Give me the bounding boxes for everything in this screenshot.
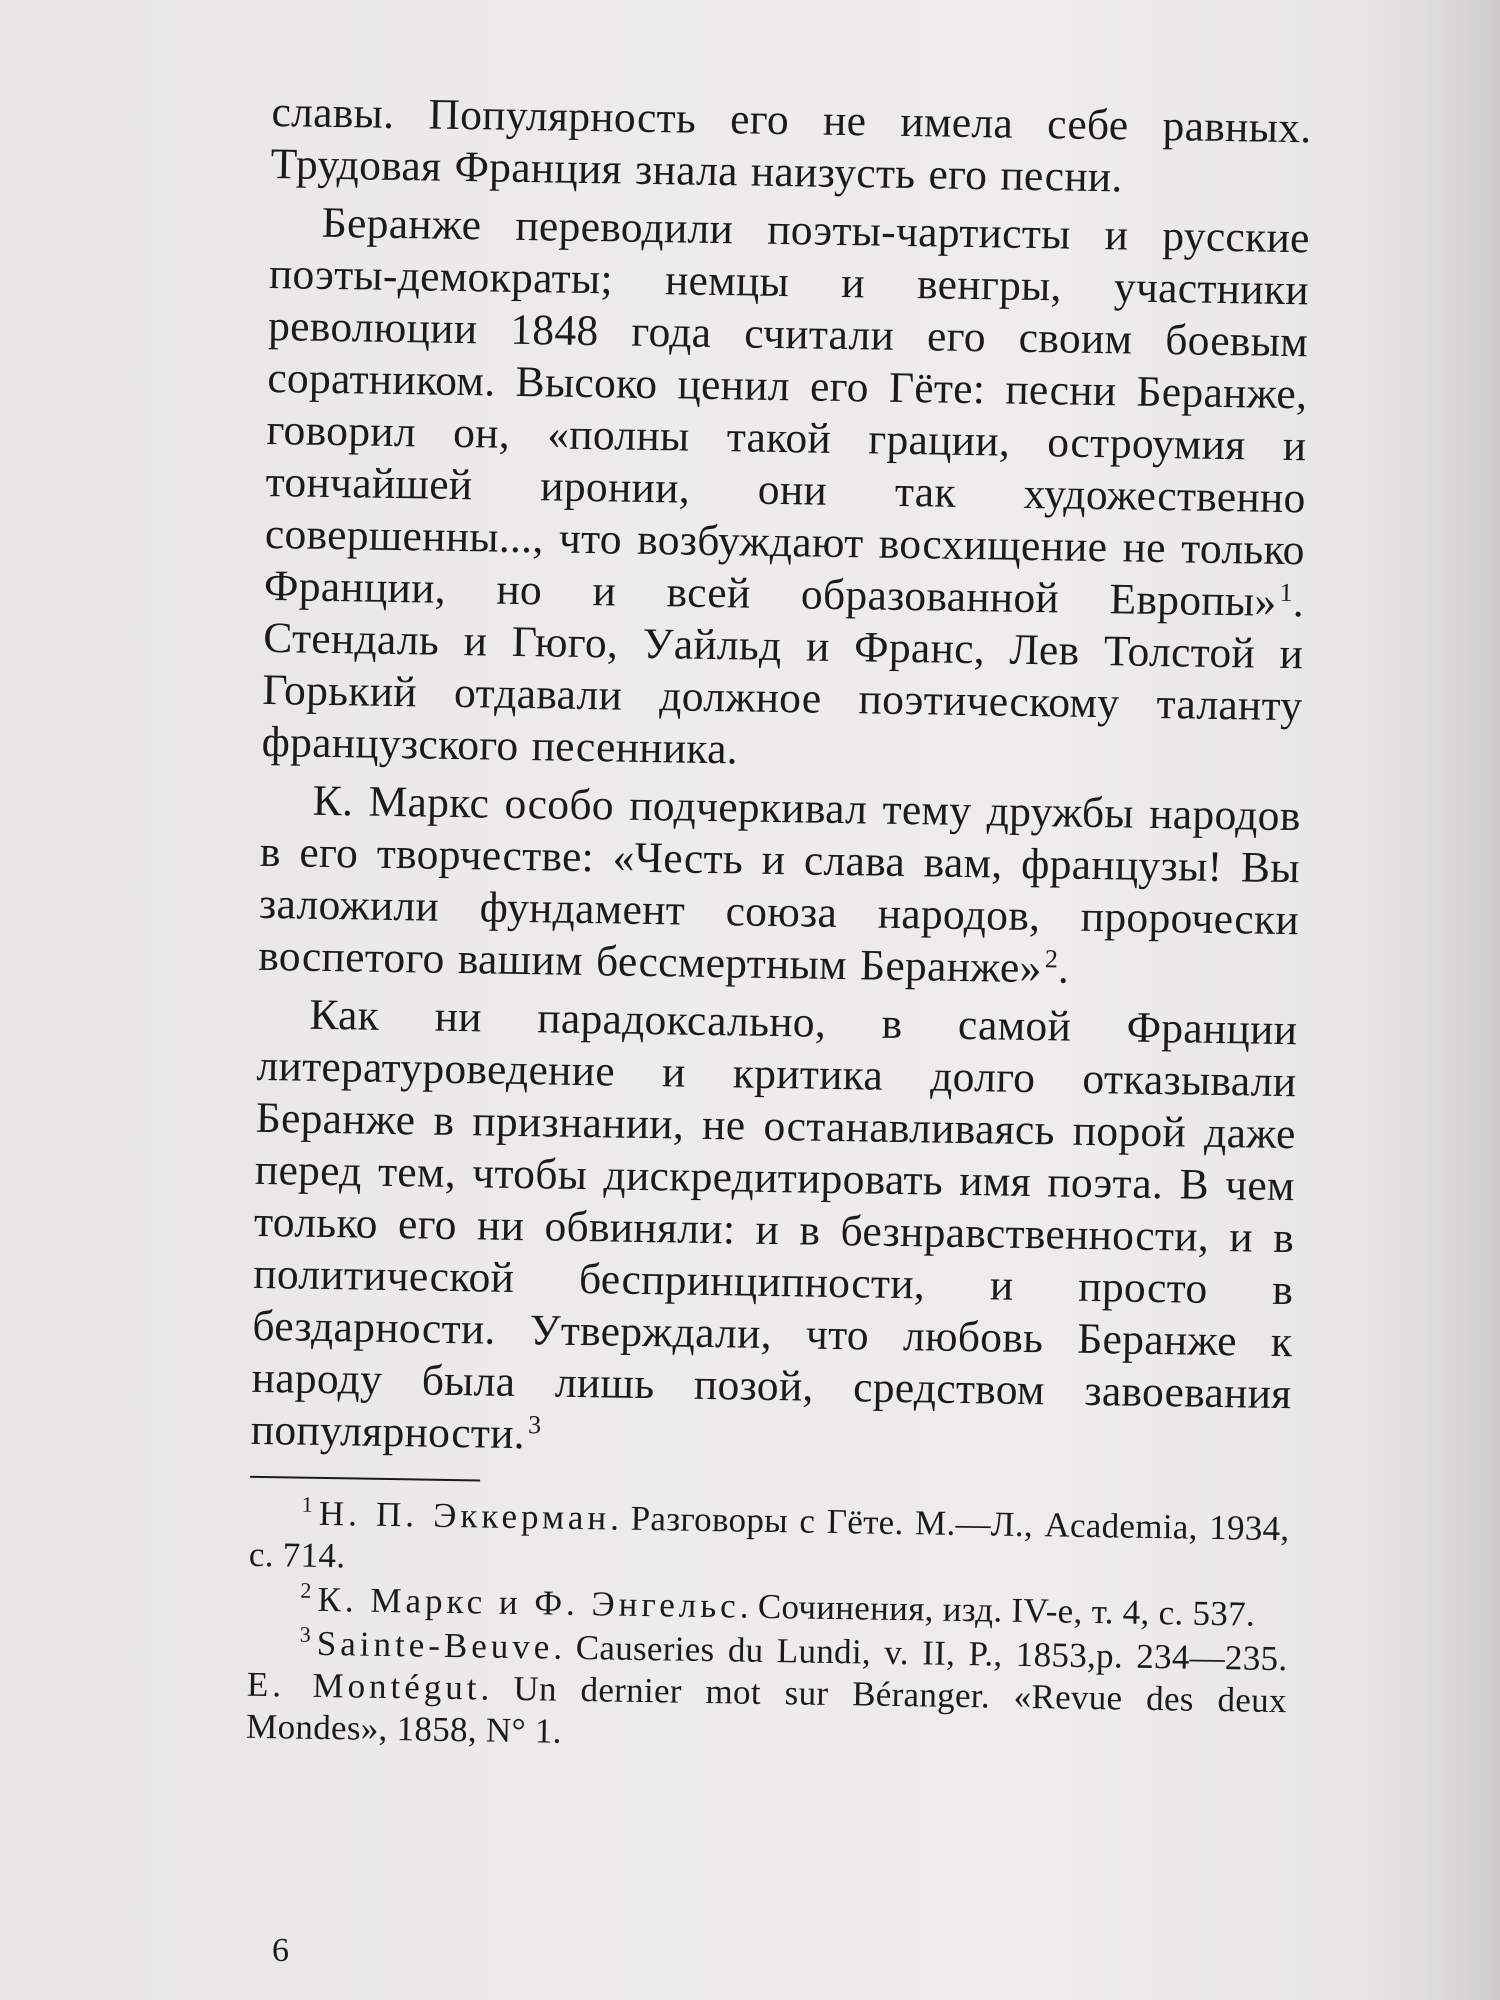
footnote-3-text: . Causeries du Lundi, v. II, P., 1853,p. 234—235. — [553, 1627, 1288, 1679]
footnote-1-author: Н. П. Эккерман — [318, 1493, 611, 1538]
footnotes — [246, 1492, 1290, 1764]
footnote-ref-1: 1 — [1279, 577, 1294, 607]
main-text-block — [246, 86, 1312, 1764]
paragraph-3-text: К. Маркс особо подчеркивал тему дружбы народов в его творчестве: «Честь и слава вам, французы! Вы заложили фундамент союза народов, пророчески воспетого вашим бессмертным Беранже» — [257, 776, 1302, 993]
footnote-ref-2: 2 — [1044, 943, 1059, 973]
footnote-1-text: . Разговоры с Гёте. М.—Л., Academia, 1934, с. 714. — [248, 1498, 1290, 1576]
paragraph-3 — [258, 774, 1301, 998]
footnote-3-author-2: E. Montégut — [246, 1664, 481, 1708]
paragraph-2 — [261, 196, 1310, 784]
paragraph-4-text: Как ни парадоксально, в самой Франции литературоведение и критика долго отказывали Беранже в признании, не останавливаясь порой даже перед тем, чтобы дискредитировать имя поэта. В чем только его ни обвиняли: и в безнравственности, и в политической беспринципности, и просто в бездарности. Утверждали, что любовь Беранже к народу была лишь позой, средством завоевания популярности. — [250, 990, 1298, 1459]
footnote-2-author: К. Маркс и Ф. Энгельс — [317, 1579, 741, 1626]
footnote-2-text: . Сочинения, изд. IV-е, т. 4, с. 537. — [739, 1586, 1256, 1634]
paragraph-2-text-end: . Стендаль и Гюго, Уайльд и Франс, Лев Толстой и Горький отдавали должное поэтическому таланту французского песенника. — [261, 578, 1305, 774]
page-number: 6 — [272, 1932, 289, 1969]
paragraph-1-text: славы. Популярность его не имела себе равных. Трудовая Франция знала наизусть его песни. — [270, 87, 1312, 202]
paragraph-2-text: Беранже переводили поэты-чартисты и русские поэты-демократы; немцы и венгры, участники революции 1848 года считали его своим боевым соратником. Высоко ценил его Гёте: песни Беранже, говорил он, «полны такой грации, остроумия и тончайшей иронии, они так художественно совершенны..., что возбуждают восхищение не только Франции, но и всей образованной Европы» — [263, 198, 1311, 626]
paragraph-4 — [250, 988, 1297, 1472]
paragraph-3-text-end: . — [1057, 944, 1070, 993]
footnote-3-number: 3 — [299, 1621, 312, 1648]
footnote-1-number: 1 — [301, 1491, 314, 1518]
footnote-3 — [246, 1622, 1288, 1764]
footnote-3-author: Sainte-Beuve — [316, 1623, 554, 1667]
footnote-1 — [249, 1492, 1290, 1592]
footnote-2-number: 2 — [300, 1577, 312, 1604]
page-gutter-shadow — [1360, 0, 1500, 2000]
paragraph-1 — [270, 86, 1312, 206]
footnote-3-text-2: . Un dernier mot sur Béranger. «Revue des deux Mondes», 1858, N° 1. — [245, 1668, 1288, 1751]
footnote-separator-rule — [250, 1476, 480, 1482]
footnote-ref-3: 3 — [527, 1409, 542, 1439]
